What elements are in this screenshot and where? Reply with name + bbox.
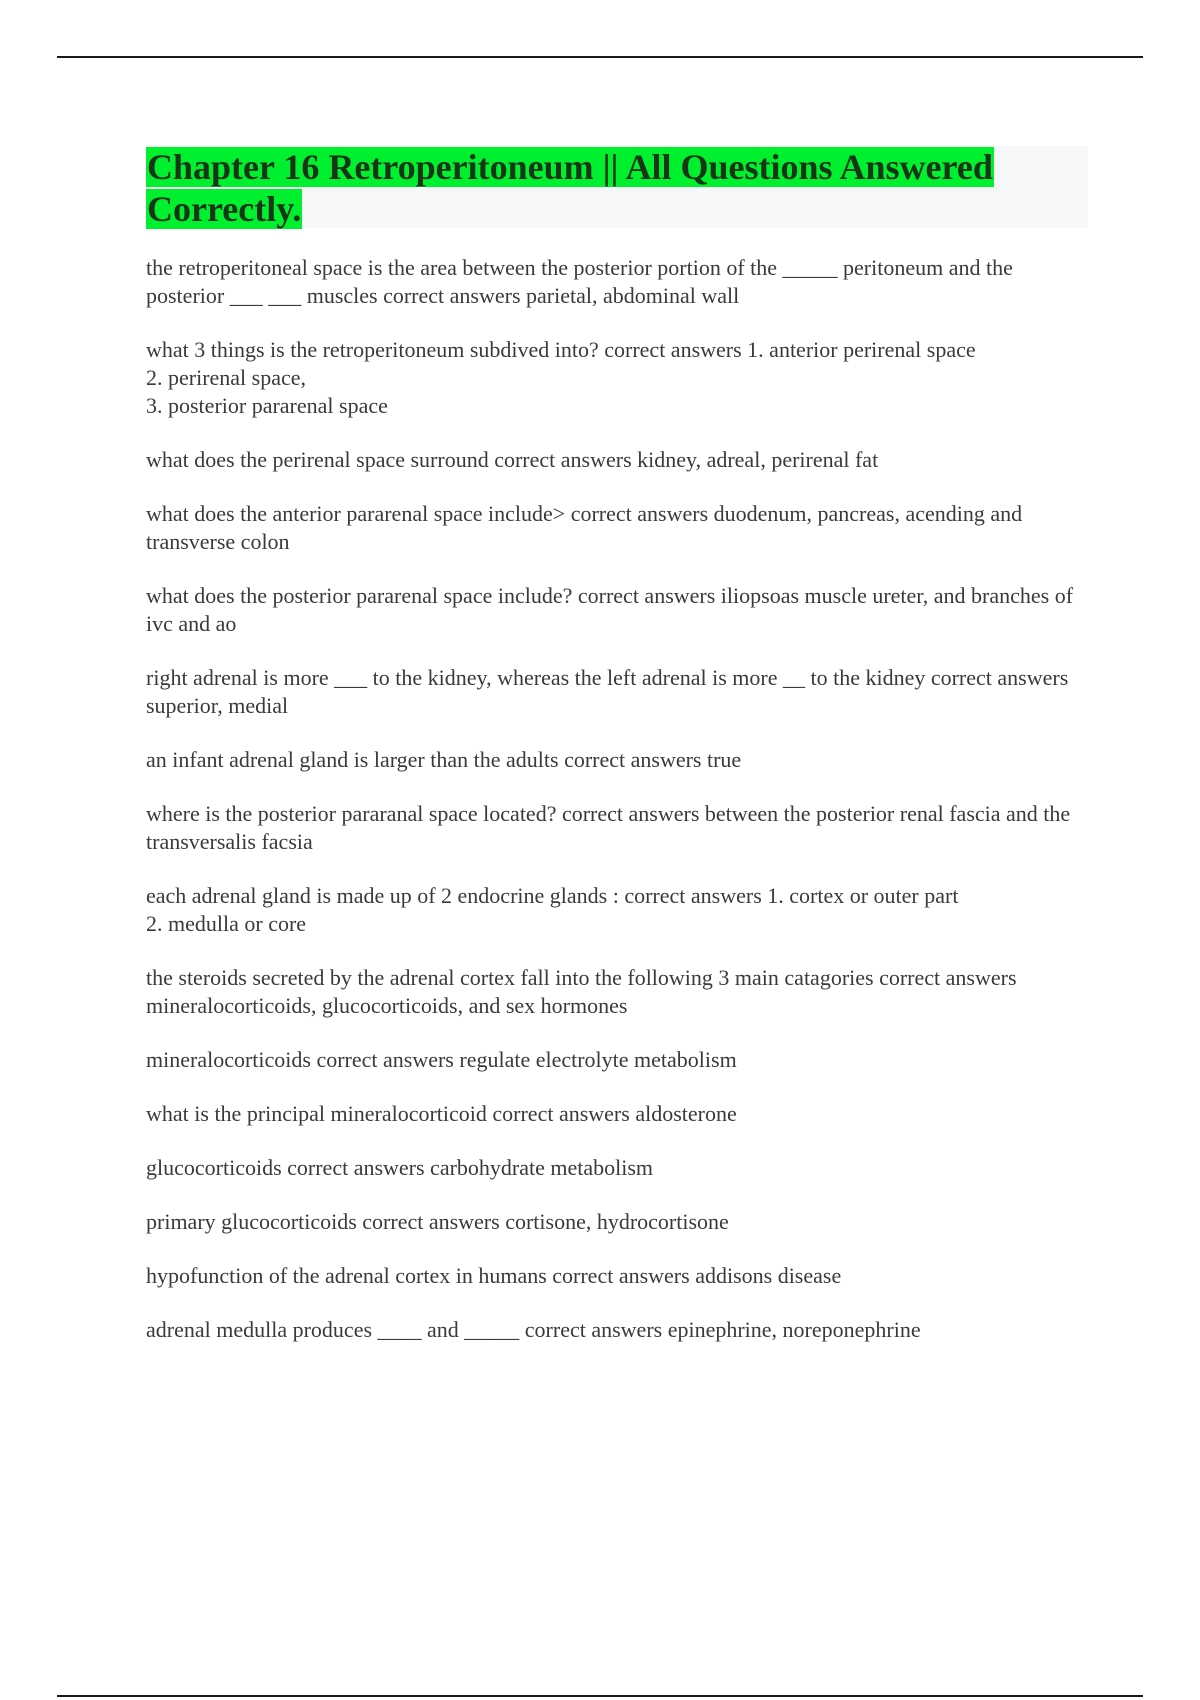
qa-item-13: glucocorticoids correct answers carbohydrate metabolism	[146, 1155, 654, 1180]
document-body	[146, 146, 1088, 1370]
qa-item-1: the retroperitoneal space is the area between the posterior portion of the _____ peritoneum and the posterior ___ ___ muscles correct answers parietal, abdominal wall	[146, 255, 1013, 308]
title-highlight: Chapter 16 Retroperitoneum || All Questions Answered Correctly.	[147, 147, 993, 229]
qa-item-3: what does the perirenal space surround correct answers kidney, adreal, perirenal fat	[146, 447, 879, 472]
qa-item-8: where is the posterior pararanal space located? correct answers between the posterior renal fascia and the transversalis facsia	[146, 801, 1071, 854]
qa-item-16: adrenal medulla produces ____ and _____ correct answers epinephrine, noreponephrine	[146, 1317, 921, 1342]
bottom-rule	[57, 1695, 1143, 1697]
qa-item-12: what is the principal mineralocorticoid correct answers aldosterone	[146, 1101, 737, 1126]
top-rule	[57, 56, 1143, 58]
qa-item-7: an infant adrenal gland is larger than the adults correct answers true	[146, 747, 742, 772]
document-title	[146, 146, 1088, 230]
qa-item-2: what 3 things is the retroperitoneum subdived into? correct answers 1. anterior perirenal space 2. perirenal space, 3. posterior pararenal space	[146, 337, 976, 418]
title-band	[146, 146, 1088, 228]
qa-item-6: right adrenal is more ___ to the kidney, whereas the left adrenal is more __ to the kidney correct answers superior, medial	[146, 665, 1069, 718]
qa-item-10: the steroids secreted by the adrenal cortex fall into the following 3 main catagories correct answers mineralocorticoids, glucocorticoids, and sex hormones	[146, 965, 1017, 1018]
qa-item-9: each adrenal gland is made up of 2 endocrine glands : correct answers 1. cortex or outer part 2. medulla or core	[146, 883, 959, 936]
qa-list	[146, 254, 1088, 1344]
qa-item-11: mineralocorticoids correct answers regulate electrolyte metabolism	[146, 1047, 737, 1072]
qa-item-5: what does the posterior pararenal space include? correct answers iliopsoas muscle ureter, and branches of ivc and ao	[146, 583, 1074, 636]
qa-item-15: hypofunction of the adrenal cortex in humans correct answers addisons disease	[146, 1263, 842, 1288]
qa-item-4: what does the anterior pararenal space include> correct answers duodenum, pancreas, acending and transverse colon	[146, 501, 1023, 554]
qa-item-14: primary glucocorticoids correct answers cortisone, hydrocortisone	[146, 1209, 729, 1234]
